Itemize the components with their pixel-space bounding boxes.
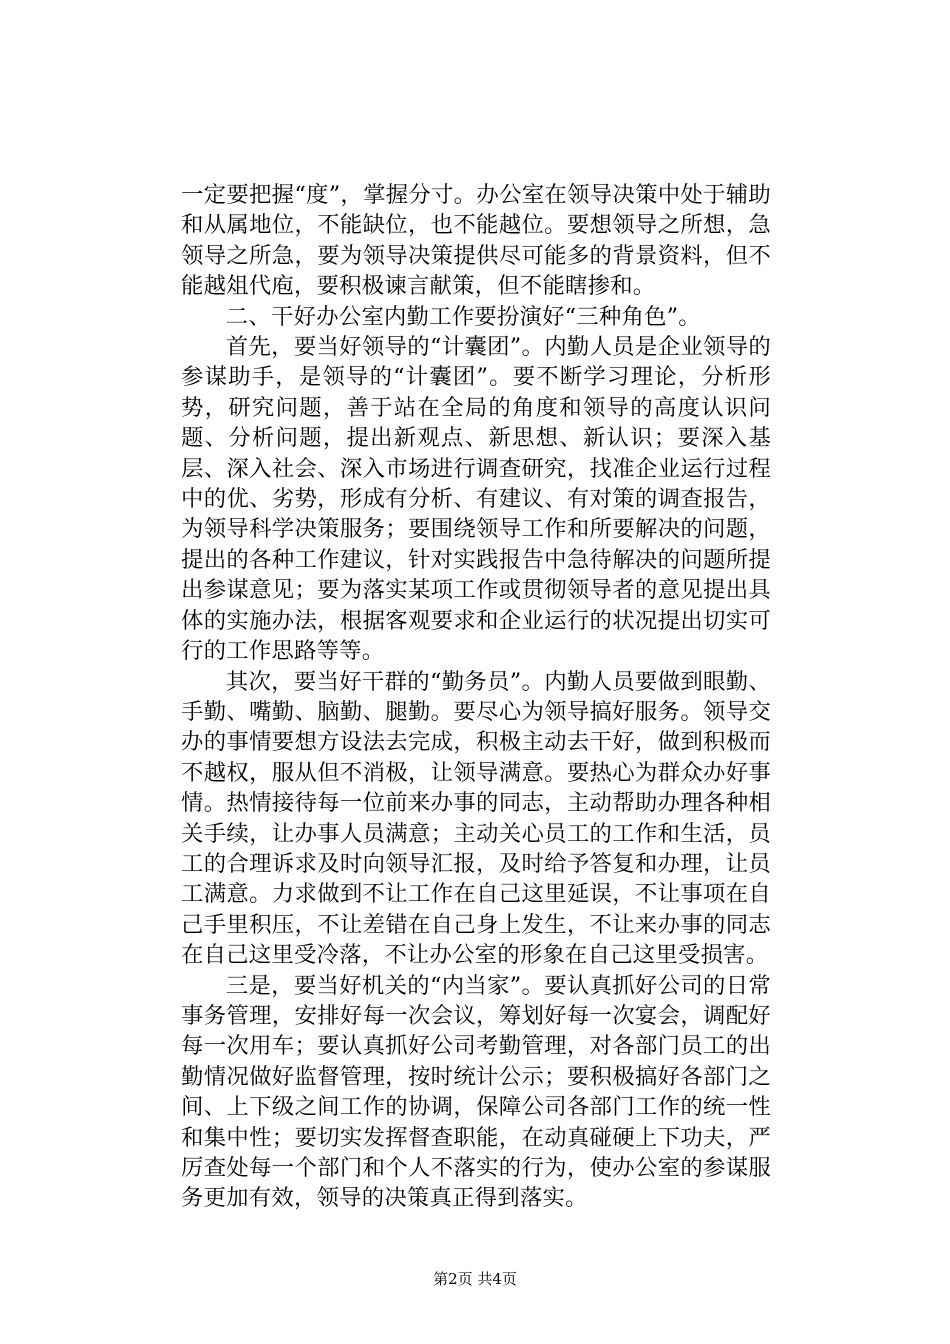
paragraph-think-tank: 首先，要当好领导的“计囊团”。内勤人员是企业领导的参谋助手，是领导的“计囊团”。要不断学习理论，分析形势，研究问题，善于站在全局的角度和领导的高度认识问题、分析问题，提出新观点、新思想、新认识；要深入基层、深入社会、深入市场进行调查研究，找准企业运行过程中的优、劣势，形成有分析、有建议、有对策的调查报告，为领导科学决策服务；要围绕领导工作和所要解决的问题，提出的各种工作建议，针对实践报告中急待解决的问题所提出参谋意见；要为落实某项工作或贯彻领导者的意见提出具体的实施办法，根据客观要求和企业运行的状况提出切实可行的工作思路等等。 bbox=[181, 334, 771, 665]
paragraph-orderly: 其次，要当好干群的“勤务员”。内勤人员要做到眼勤、手勤、嘴勤、脑勤、腿勤。要尽心为领导搞好服务。领导交办的事情要想方设法去完成，积极主动去干好，做到积极而不越权，服从但不消极，让领导满意。要热心为群众办好事情。热情接待每一位前来办事的同志，主动帮助办理各种相关手续，让办事人员满意；主动关心员工的工作和生活，员工的合理诉求及时向领导汇报，及时给予答复和办理，让员工满意。力求做到不让工作在自己这里延误，不让事项在自己手里积压，不让差错在自己身上发生，不让来办事的同志在自己这里受冷落，不让办公室的形象在自己这里受损害。 bbox=[181, 668, 771, 969]
page-number-footer: 第2页 共4页 bbox=[433, 1270, 517, 1288]
paragraph-continuation: 一定要把握“度”，掌握分寸。办公室在领导决策中处于辅助和从属地位，不能缺位，也不能越位。要想领导之所想，急领导之所急，要为领导决策提供尽可能多的背景资料，但不能越俎代庖，要积极谏言献策，但不能瞎掺和。 bbox=[181, 182, 771, 300]
document-body bbox=[181, 180, 771, 1214]
paragraph-housekeeper: 三是，要当好机关的“内当家”。要认真抓好公司的日常事务管理，安排好每一次会议，筹划好每一次宴会，调配好每一次用车；要认真抓好公司考勤管理，对各部门员工的出勤情况做好监督管理，按时统计公示；要积极搞好各部门之间、上下级之间工作的协调，保障公司各部门工作的统一性和集中性；要切实发挥督查职能，在动真碰硬上下功夫，严厉查处每一个部门和个人不落实的行为，使办公室的参谋服务更加有效，领导的决策真正得到落实。 bbox=[181, 972, 771, 1212]
section-heading-three-roles: 二、干好办公室内勤工作要扮演好“三种角色”。 bbox=[225, 303, 701, 330]
